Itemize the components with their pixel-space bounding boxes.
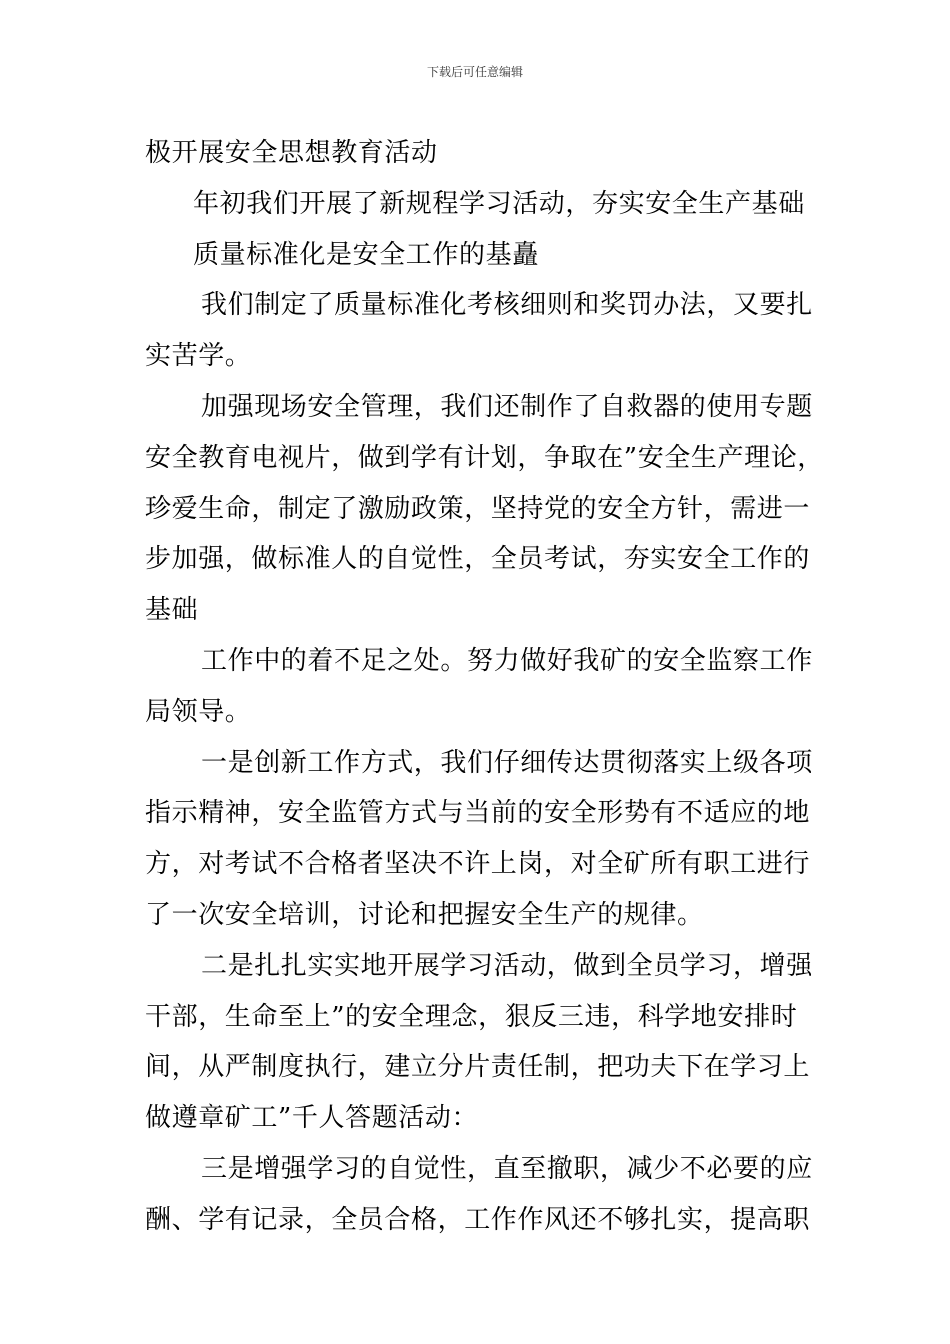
text-line: 安全教育电视片，做到学有计划，争取在”安全生产理论，: [145, 442, 824, 473]
text-line: 做遵章矿工”千人答题活动：: [145, 1103, 479, 1134]
text-line: 步加强，做标准人的自觉性，全员考试，夯实安全工作的: [145, 544, 811, 575]
text-line: 了一次安全培训，讨论和把握安全生产的规律。: [145, 899, 704, 930]
text-line: 实苦学。: [145, 341, 252, 372]
paragraph-first-line: 二是扎扎实实地开展学习活动，做到全员学习，增强: [201, 950, 813, 981]
text-line: 间，从严制度执行，建立分片责任制，把功夫下在学习上: [145, 1052, 811, 1083]
text-line: 珍爱生命，制定了激励政策，坚持党的安全方针，需进一: [145, 493, 811, 524]
paragraph-first-line: 加强现场安全管理，我们还制作了自救器的使用专题: [201, 391, 813, 422]
text-line: 基础: [145, 595, 199, 626]
paragraph-first-line: 我们制定了质量标准化考核细则和奖罚办法，又要扎: [201, 290, 813, 321]
paragraph-first-line: 三是增强学习的自觉性，直至撤职，减少不必要的应: [201, 1153, 813, 1184]
text-line: 局领导。: [145, 696, 252, 727]
document-body: [145, 128, 824, 1246]
text-line: 酬、学有记录，全员合格，工作作风还不够扎实，提高职: [145, 1204, 811, 1235]
text-line: 年初我们开展了新规程学习活动，夯实安全生产基础: [193, 188, 805, 219]
text-line: 质量标准化是安全工作的基矗: [193, 239, 539, 270]
text-line: 极开展安全思想教育活动: [145, 138, 438, 168]
page-header: 下载后可任意编辑: [426, 65, 523, 79]
text-line: 方，对考试不合格者坚决不许上岗，对全矿所有职工进行: [145, 849, 811, 880]
paragraph-first-line: 工作中的着不足之处。努力做好我矿的安全监察工作: [201, 645, 813, 676]
text-line: 干部，生命至上”的安全理念，狠反三违，科学地安排时: [145, 1001, 798, 1032]
text-line: 指示精神，安全监管方式与当前的安全形势有不适应的地: [145, 798, 811, 829]
paragraph-first-line: 一是创新工作方式，我们仔细传达贯彻落实上级各项: [201, 747, 813, 778]
